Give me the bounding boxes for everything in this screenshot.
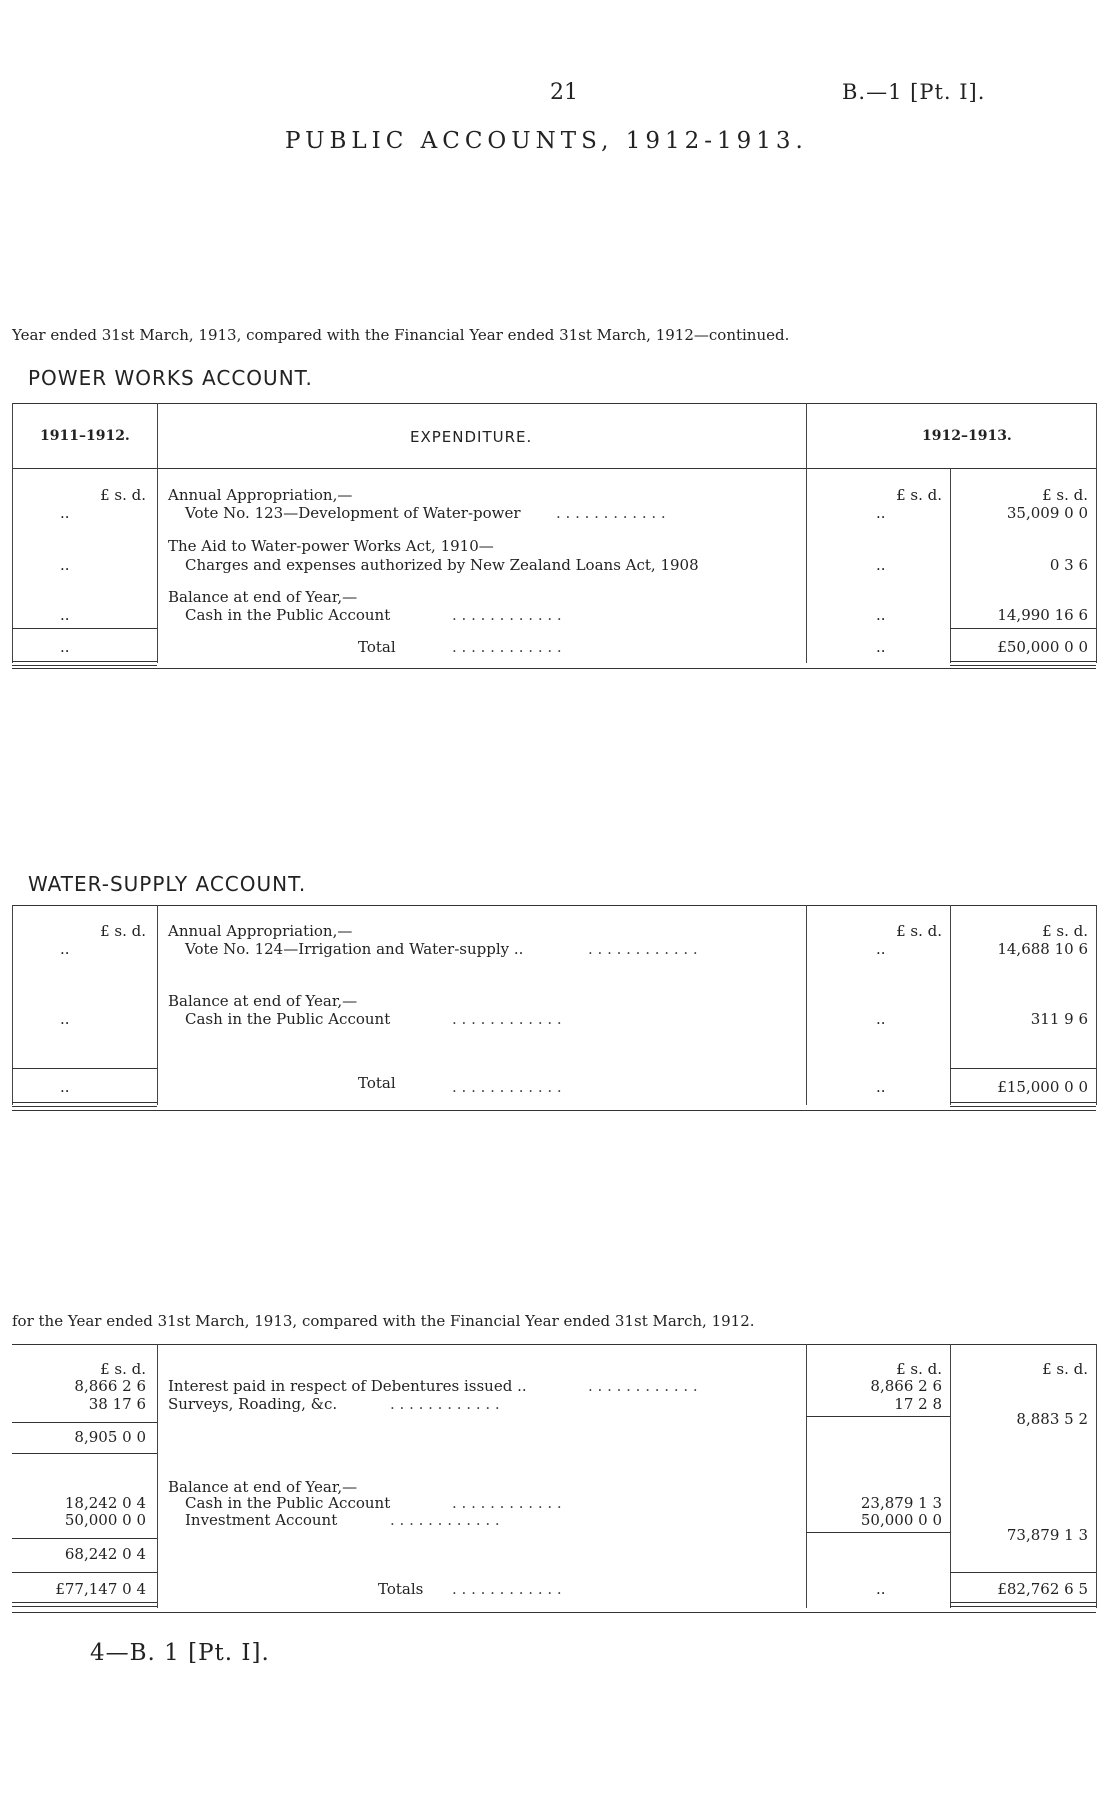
dot-leaders: . . . . . . . . . . . .: [556, 504, 666, 522]
page-title: PUBLIC ACCOUNTS, 1912-1913.: [285, 128, 808, 154]
subtotal-left-value: 68,242 0 4: [64, 1545, 146, 1563]
balance-label: Balance at end of Year,—: [168, 1478, 358, 1496]
total-mid-value: ..: [876, 638, 886, 656]
total-right-value: £82,762 6 5: [997, 1580, 1088, 1598]
row-mid-value: ..: [876, 940, 886, 958]
dot-leaders: . . . . . . . . . . . .: [452, 606, 562, 624]
invest-left-value: 50,000 0 0: [64, 1511, 146, 1529]
total-right-value: £15,000 0 0: [997, 1078, 1088, 1096]
cash-label: Cash in the Public Account: [185, 1494, 391, 1512]
water-supply-title: WATER-SUPPLY ACCOUNT.: [28, 872, 307, 896]
total-right-value: £50,000 0 0: [997, 638, 1088, 656]
row-left-value: ..: [60, 556, 70, 574]
power-works-title: POWER WORKS ACCOUNT.: [28, 366, 313, 390]
total-left-value: ..: [60, 1078, 70, 1096]
subtotal-left-value: 8,905 0 0: [74, 1428, 146, 1446]
row-right-value: 14,688 10 6: [997, 940, 1088, 958]
col-header-1912: 1912–1913.: [922, 428, 1012, 444]
subheading: Year ended 31st March, 1913, compared with the Financial Year ended 31st March, 1912—continued.: [12, 326, 790, 344]
invest-label: Investment Account: [185, 1511, 338, 1529]
row-right-value: 14,990 16 6: [997, 606, 1088, 624]
row-left-value: ..: [60, 606, 70, 624]
row-mid-value: ..: [876, 606, 886, 624]
unit-header-left: £ s. d.: [100, 922, 146, 940]
dot-leaders: . . . . . . . . . . . .: [390, 1395, 500, 1413]
invest-mid-value: 50,000 0 0: [860, 1511, 942, 1529]
row-mid-value: ..: [876, 1010, 886, 1028]
total-label: Total: [358, 1074, 396, 1092]
row-left-value: ..: [60, 940, 70, 958]
third-subheading: for the Year ended 31st March, 1913, compared with the Financial Year ended 31st March, 1912.: [12, 1312, 755, 1330]
total-mid-value: ..: [876, 1580, 886, 1598]
row-right-value: 35,009 0 0: [1006, 504, 1088, 522]
dot-leaders: . . . . . . . . . . . .: [452, 1010, 562, 1028]
interest-label: Interest paid in respect of Debentures issued ..: [168, 1377, 527, 1395]
dot-leaders: . . . . . . . . . . . .: [452, 1078, 562, 1096]
total-mid-value: ..: [876, 1078, 886, 1096]
dot-leaders: . . . . . . . . . . . .: [390, 1511, 500, 1529]
row-mid-value: ..: [876, 556, 886, 574]
surveys-mid-value: 17 2 8: [894, 1395, 942, 1413]
total-label: Totals: [378, 1580, 424, 1598]
interest-left-value: 8,866 2 6: [74, 1377, 146, 1395]
cash-left-value: 18,242 0 4: [64, 1494, 146, 1512]
dot-leaders: . . . . . . . . . . . .: [452, 1580, 562, 1598]
col-header-expenditure: EXPENDITURE.: [410, 428, 533, 446]
dot-leaders: . . . . . . . . . . . .: [452, 638, 562, 656]
row-right-value: 311 9 6: [1030, 1010, 1088, 1028]
interest-mid-value: 8,866 2 6: [870, 1377, 942, 1395]
row-sublabel: Vote No. 123—Development of Water-power: [185, 504, 521, 522]
subtotal-right-value: 73,879 1 3: [1006, 1526, 1088, 1544]
row-sublabel: Vote No. 124—Irrigation and Water-supply ..: [185, 940, 524, 958]
surveys-label: Surveys, Roading, &c.: [168, 1395, 338, 1413]
row-label: The Aid to Water-power Works Act, 1910—: [168, 537, 494, 555]
total-left-value: £77,147 0 4: [55, 1580, 146, 1598]
row-sublabel: Cash in the Public Account: [185, 1010, 391, 1028]
row-right-value: 0 3 6: [1049, 556, 1088, 574]
unit-header-right: £ s. d.: [1042, 922, 1088, 940]
col-header-1911: 1911–1912.: [40, 428, 130, 444]
row-sublabel: Charges and expenses authorized by New Zealand Loans Act, 1908: [185, 556, 699, 574]
unit-header-right: £ s. d.: [1042, 1360, 1088, 1378]
unit-header-mid: £ s. d.: [896, 486, 942, 504]
unit-header-left: £ s. d.: [100, 486, 146, 504]
row-label: Annual Appropriation,—: [168, 922, 353, 940]
surveys-left-value: 38 17 6: [88, 1395, 146, 1413]
unit-header-right: £ s. d.: [1042, 486, 1088, 504]
footer-reference: 4—B. 1 [Pt. I].: [90, 1640, 270, 1666]
row-label: Balance at end of Year,—: [168, 992, 358, 1010]
total-label: Total: [358, 638, 396, 656]
unit-header-mid: £ s. d.: [896, 1360, 942, 1378]
cash-mid-value: 23,879 1 3: [860, 1494, 942, 1512]
total-left-value: ..: [60, 638, 70, 656]
unit-header-left: £ s. d.: [100, 1360, 146, 1378]
dot-leaders: . . . . . . . . . . . .: [588, 1377, 698, 1395]
row-left-value: ..: [60, 1010, 70, 1028]
row-left-value: ..: [60, 504, 70, 522]
subtotal-right-value: 8,883 5 2: [1016, 1410, 1088, 1428]
row-sublabel: Cash in the Public Account: [185, 606, 391, 624]
dot-leaders: . . . . . . . . . . . .: [452, 1494, 562, 1512]
row-label: Annual Appropriation,—: [168, 486, 353, 504]
row-mid-value: ..: [876, 504, 886, 522]
unit-header-mid: £ s. d.: [896, 922, 942, 940]
page-number: 21: [550, 80, 578, 105]
page-reference: B.—1 [Pt. I].: [842, 80, 986, 104]
dot-leaders: . . . . . . . . . . . .: [588, 940, 698, 958]
row-label: Balance at end of Year,—: [168, 588, 358, 606]
